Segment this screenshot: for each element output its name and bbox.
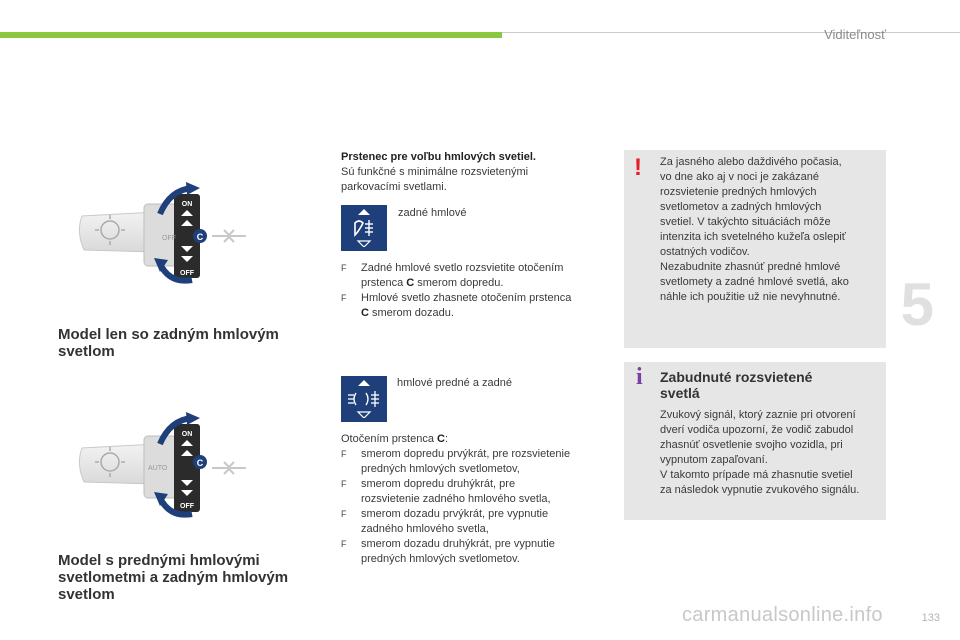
info-line: V takomto prípade má zhasnutie svetiel bbox=[660, 469, 853, 481]
list-item-text: smerom dozadu druhýkrát, pre vypnutie bbox=[361, 538, 555, 550]
bullet-icon: F bbox=[341, 293, 347, 303]
heading-rear-fog-model bbox=[58, 326, 279, 360]
info-title bbox=[660, 369, 812, 401]
bullet-icon: F bbox=[341, 509, 347, 519]
warning-line: náhle ich použitie už nie nevyhnutné. bbox=[660, 291, 841, 303]
warning-line: svetlometov a zadných hmlových bbox=[660, 201, 822, 213]
stalk-illustration-rear-fog bbox=[60, 180, 320, 290]
svg-text:OFF: OFF bbox=[162, 235, 176, 242]
warning-text bbox=[660, 155, 882, 305]
info-title-line: svetlá bbox=[660, 385, 700, 401]
intro-block bbox=[341, 150, 611, 195]
intro-title: Prstenec pre voľbu hmlových svetiel. bbox=[341, 151, 536, 163]
list-item-text: predných hmlových svetlometov. bbox=[361, 553, 520, 565]
info-line: Zvukový signál, ktorý zaznie pri otvorení bbox=[660, 409, 856, 421]
info-line: vypnutom zapaľovaní. bbox=[660, 454, 768, 466]
list-item-text: smerom dopredu druhýkrát, pre bbox=[361, 478, 516, 490]
list-item-text: Hmlové svetlo zhasnete otočením prstenca bbox=[361, 292, 572, 304]
svg-text:AUTO: AUTO bbox=[148, 465, 168, 472]
stalk-illustration-front-rear-fog bbox=[60, 412, 320, 522]
warning-line: intenzita ich svetelného kužeľa oslepiť bbox=[660, 231, 846, 243]
front-rear-fog-label: hmlové predné a zadné bbox=[397, 377, 512, 389]
info-panel bbox=[624, 362, 886, 520]
warning-line: ostatných vodičov. bbox=[660, 246, 750, 258]
warning-icon: ! bbox=[634, 154, 642, 181]
chapter-title: Viditeľnosť bbox=[824, 27, 886, 42]
front-rear-fog-icon bbox=[341, 376, 387, 422]
intro-text: parkovacími svetlami. bbox=[341, 181, 447, 193]
bullets-rear-fog bbox=[341, 261, 613, 321]
list-item bbox=[341, 537, 613, 567]
list-item-text: smerom dopredu prvýkrát, pre rozsvietenie bbox=[361, 448, 571, 460]
page-number: 133 bbox=[921, 612, 940, 624]
list-item bbox=[341, 447, 613, 477]
warning-line: svetiel. V takýchto situáciách môže bbox=[660, 216, 831, 228]
warning-panel bbox=[624, 150, 886, 348]
intro-text: Sú funkčné s minimálne rozsvietenými bbox=[341, 166, 529, 178]
heading-line: svetlom bbox=[58, 343, 115, 360]
svg-text:ON: ON bbox=[181, 431, 193, 438]
bullet-icon: F bbox=[341, 449, 347, 459]
svg-text:ON: ON bbox=[181, 201, 193, 208]
list-item-text: zadného hmlového svetla, bbox=[361, 523, 489, 535]
info-line: za následok vypnutie zvukového signálu. bbox=[660, 484, 860, 496]
rear-fog-label: zadné hmlové bbox=[398, 207, 467, 219]
heading-line: svetlom bbox=[58, 586, 115, 603]
header-accent-bar bbox=[0, 32, 502, 38]
list-item bbox=[341, 507, 613, 537]
warning-line: rozsvietenie predných hmlových bbox=[660, 186, 817, 198]
svg-text:OFF: OFF bbox=[180, 503, 194, 510]
heading-line: Model len so zadným hmlovým bbox=[58, 326, 279, 343]
list-item-text: C smerom dozadu. bbox=[361, 307, 454, 319]
chapter-number: 5 bbox=[900, 271, 934, 338]
info-title-line: Zabudnuté rozsvietené bbox=[660, 369, 813, 385]
info-text bbox=[660, 408, 884, 498]
info-line: dverí vodiča upozorní, že vodič zabudol bbox=[660, 424, 854, 436]
heading-line: Model s prednými hmlovými bbox=[58, 552, 260, 569]
warning-line: vo dne ako aj v noci je zakázané bbox=[660, 171, 819, 183]
ring-intro: Otočením prstenca C: bbox=[341, 433, 449, 445]
bullet-icon: F bbox=[341, 479, 347, 489]
list-item-text: predných hmlových svetlometov, bbox=[361, 463, 520, 475]
watermark: carmanualsonline.info bbox=[682, 604, 883, 626]
info-line: zhasnúť osvetlenie svojho vozidla, pri bbox=[660, 439, 843, 451]
list-item-text: rozsvietenie zadného hmlového svetla, bbox=[361, 493, 551, 505]
list-item-text: smerom dozadu prvýkrát, pre vypnutie bbox=[361, 508, 549, 520]
warning-line: Nezabudnite zhasnúť predné hmlové bbox=[660, 261, 841, 273]
list-item-text: prstenca C smerom dopredu. bbox=[361, 277, 504, 289]
svg-text:C: C bbox=[196, 458, 204, 468]
warning-line: svetlomety a zadné hmlové svetlá, ako bbox=[660, 276, 849, 288]
svg-text:OFF: OFF bbox=[180, 270, 194, 277]
heading-front-rear-fog-model bbox=[58, 552, 288, 603]
bullet-icon: F bbox=[341, 539, 347, 549]
bullet-icon: F bbox=[341, 263, 347, 273]
svg-text:C: C bbox=[196, 232, 204, 242]
list-item bbox=[341, 291, 613, 321]
warning-line: Za jasného alebo daždivého počasia, bbox=[660, 156, 842, 168]
header-rule bbox=[502, 32, 960, 33]
list-item bbox=[341, 261, 613, 291]
heading-line: svetlometmi a zadným hmlovým bbox=[58, 569, 289, 586]
list-item-text: Zadné hmlové svetlo rozsvietite otočením bbox=[361, 262, 564, 274]
info-icon: i bbox=[636, 364, 643, 390]
ring-instructions bbox=[341, 432, 613, 567]
rear-fog-icon bbox=[341, 205, 387, 251]
list-item bbox=[341, 477, 613, 507]
